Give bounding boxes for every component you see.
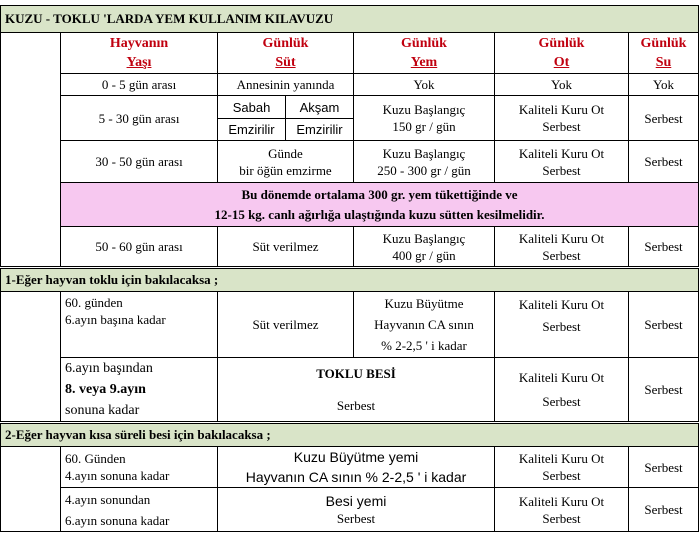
s1a-hay: Kaliteli Kuru Ot Serbest bbox=[494, 291, 629, 358]
row3-hay: Kaliteli Kuru Ot Serbest bbox=[494, 140, 629, 183]
s2a-hay: Kaliteli Kuru Ot Serbest bbox=[494, 446, 629, 488]
row1-milk: Annesinin yanında bbox=[217, 73, 354, 96]
row2-milk-morning-status: Emzirilir bbox=[217, 118, 286, 141]
s1a-age: 60. günden 6.ayın başına kadar bbox=[60, 291, 218, 358]
row2-milk-morning: Sabah bbox=[217, 95, 286, 119]
s2b-feed: Besi yemi Serbest bbox=[217, 487, 495, 532]
row1-feed: Yok bbox=[353, 73, 495, 96]
s2a-feed: Kuzu Büyütme yemi Hayvanın CA sının % 2-2,5 ' i kadar bbox=[217, 446, 495, 488]
row4-age: 50 - 60 gün arası bbox=[60, 226, 218, 267]
s2b-age: 4.ayın sonundan 6.ayın sonuna kadar bbox=[60, 487, 218, 532]
header-water: Günlük Su bbox=[628, 32, 699, 74]
row3-water: Serbest bbox=[628, 140, 699, 183]
row4-water: Serbest bbox=[628, 226, 699, 267]
s1a-feed: Kuzu Büyütme Hayvanın CA sının % 2-2,5 ' i kadar bbox=[353, 291, 495, 358]
row3-milk: Günde bir öğün emzirme bbox=[217, 140, 354, 183]
header-feed: Günlük Yem bbox=[353, 32, 495, 74]
row1-age: 0 - 5 gün arası bbox=[60, 73, 218, 96]
s2a-water: Serbest bbox=[628, 446, 699, 488]
row1-hay: Yok bbox=[494, 73, 629, 96]
s1a-water: Serbest bbox=[628, 291, 699, 358]
weaning-note: Bu dönemde ortalama 300 gr. yem tükettiğinde ve 12-15 kg. canlı ağırlığa ulaştığında kuzu sütten kesilmelidir. bbox=[60, 182, 699, 227]
header-milk: Günlük Süt bbox=[217, 32, 354, 74]
row1-water: Yok bbox=[628, 73, 699, 96]
row4-milk: Süt verilmez bbox=[217, 226, 354, 267]
s2b-hay: Kaliteli Kuru Ot Serbest bbox=[494, 487, 629, 532]
document-title: KUZU - TOKLU 'LARDA YEM KULLANIM KILAVUZU bbox=[0, 5, 699, 33]
row4-hay: Kaliteli Kuru Ot Serbest bbox=[494, 226, 629, 267]
row2-water: Serbest bbox=[628, 95, 699, 141]
s1b-feed: TOKLU BESİ Serbest bbox=[217, 357, 495, 422]
section2-title: 2-Eğer hayvan kısa süreli besi için bakılacaksa ; bbox=[0, 423, 699, 447]
s2a-age: 60. Günden 4.ayın sonuna kadar bbox=[60, 446, 218, 488]
blank-left-column bbox=[0, 32, 61, 267]
row3-age: 30 - 50 gün arası bbox=[60, 140, 218, 183]
row2-feed: Kuzu Başlangıç 150 gr / gün bbox=[353, 95, 495, 141]
row2-milk-evening-status: Emzirilir bbox=[285, 118, 354, 141]
s2b-water: Serbest bbox=[628, 487, 699, 532]
s1a-milk: Süt verilmez bbox=[217, 291, 354, 358]
s1b-age: 6.ayın başından 8. veya 9.ayın sonuna kadar bbox=[60, 357, 218, 422]
row2-hay: Kaliteli Kuru Ot Serbest bbox=[494, 95, 629, 141]
header-age: Hayvanın Yaşı bbox=[60, 32, 218, 74]
section1-title: 1-Eğer hayvan toklu için bakılacaksa ; bbox=[0, 268, 699, 292]
row3-feed: Kuzu Başlangıç 250 - 300 gr / gün bbox=[353, 140, 495, 183]
row2-milk-evening: Akşam bbox=[285, 95, 354, 119]
section1-blank-left bbox=[0, 291, 61, 422]
row2-age: 5 - 30 gün arası bbox=[60, 95, 218, 141]
row4-feed: Kuzu Başlangıç 400 gr / gün bbox=[353, 226, 495, 267]
header-hay: Günlük Ot bbox=[494, 32, 629, 74]
s1b-hay: Kaliteli Kuru Ot Serbest bbox=[494, 357, 629, 422]
s1b-water: Serbest bbox=[628, 357, 699, 422]
section2-blank-left bbox=[0, 446, 61, 532]
